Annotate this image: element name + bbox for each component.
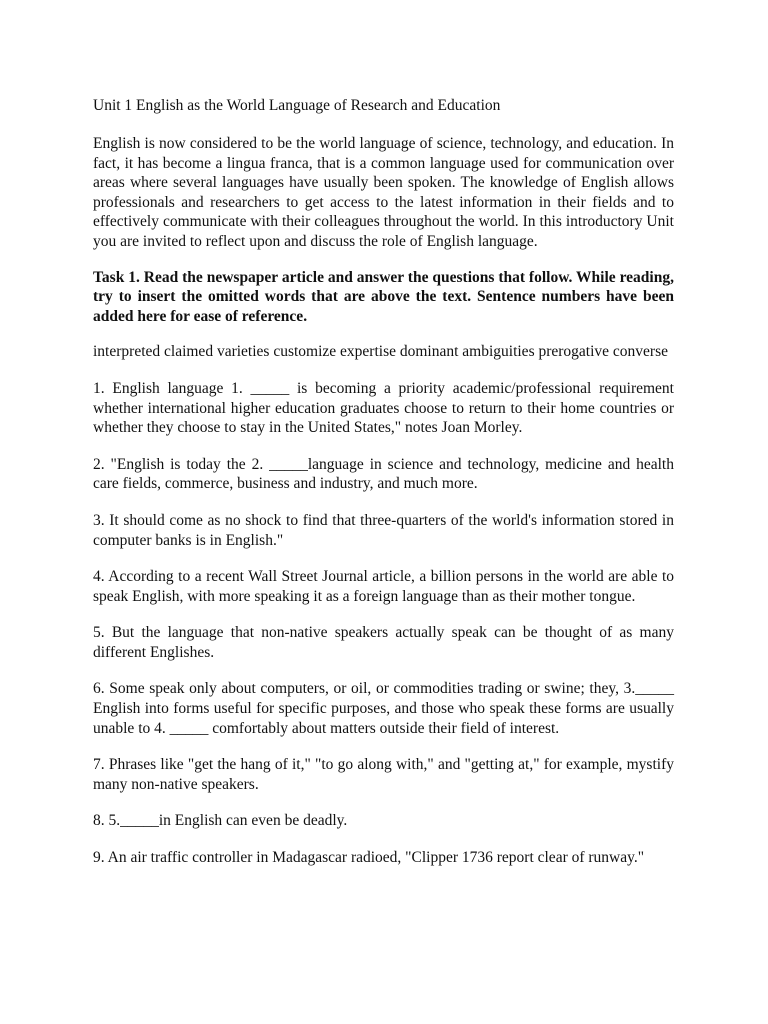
sentence-6: 6. Some speak only about computers, or oil, or commodities trading or swine; they, 3._____ English into forms useful for specific purposes, and those who speak these forms are usually unable to 4. _____ comfortably about matters outside their field of interest. [93, 680, 674, 737]
sentence-1: 1. English language 1. _____ is becoming a priority academic/professional requirement whether international higher education graduates choose to return to their home countries or whether they choose to stay in the United States," notes Joan Morley. [93, 379, 674, 437]
task-label: Task 1. [93, 268, 140, 286]
sentence-2: 2. "English is today the 2. _____language in science and technology, medicine and health care fields, commerce, business and industry, and much more. [93, 455, 674, 493]
sentence-4: 4. According to a recent Wall Street Journal article, a billion persons in the world are able to speak English, with more speaking it as a foreign language than as their mother tongue. [93, 568, 674, 605]
sentence-3: 3. It should come as no shock to find that three-quarters of the world's information stored in computer banks is in English." [93, 511, 674, 549]
sentence-9: 9. An air traffic controller in Madagascar radioed, "Clipper 1736 report clear of runway." [93, 849, 645, 867]
sentence-5: 5. But the language that non-native speakers actually speak can be thought of as many different Englishes. [93, 624, 674, 661]
intro-paragraph: English is now considered to be the world language of science, technology, and education. In fact, it has become a lingua franca, that is a common language used for communication over areas where several languages have usually been spoken. The knowledge of English allows professionals and researchers to get access to the latest information in their fields and to effectively communicate with their colleagues throughout the world. In this introductory Unit you are invited to reflect upon and discuss the role of English language. [93, 135, 674, 250]
task-text: Read the newspaper article and answer the questions that follow. While reading, try to insert the omitted words that are above the text. Sentence numbers have been added here for ease of reference. [93, 268, 674, 325]
unit-title: Unit 1 English as the World Language of Research and Education [93, 97, 501, 114]
sentence-8: 8. 5._____in English can even be deadly. [93, 812, 348, 830]
word-bank: interpreted claimed varieties customize expertise dominant ambiguities prerogative converse [93, 343, 669, 361]
task-instructions [93, 268, 674, 327]
sentence-7: 7. Phrases like "get the hang of it," "to go along with," and "getting at," for example, mystify many non-native speakers. [93, 756, 674, 793]
